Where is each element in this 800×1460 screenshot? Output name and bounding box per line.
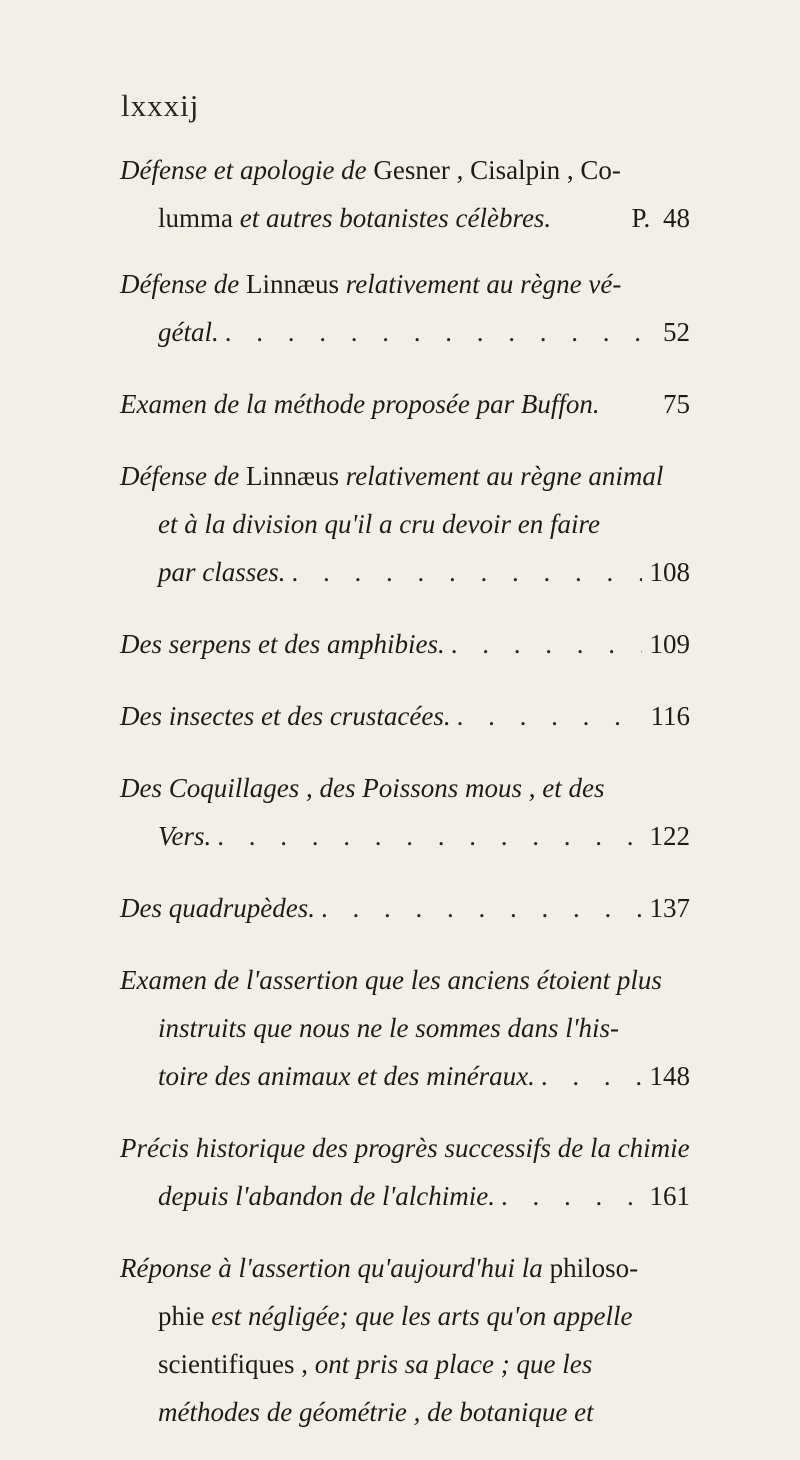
entry-text: que les arts qu'on appelle [355, 1301, 633, 1331]
leader-dots [451, 620, 642, 668]
entry-text-roman: scientifiques , [158, 1349, 308, 1379]
leader-dots [457, 692, 643, 740]
toc-line [120, 260, 690, 308]
entry-text: et à la division qu'il a cru devoir en faire [158, 509, 600, 539]
page-number: 48 [663, 203, 690, 233]
page-number: 148 [649, 1061, 690, 1091]
entry-text: Des insectes et des crustacées. [120, 701, 451, 731]
entry-text: Des Coquillages , des Poissons mous , et des [120, 773, 605, 803]
leader-dots [292, 548, 642, 596]
toc-entry [120, 380, 690, 428]
entry-text: que les [516, 1349, 593, 1379]
entry-names: Linnæus [245, 461, 339, 491]
entry-text: Réponse à l'assertion qu'aujourd'hui la [120, 1253, 543, 1283]
toc-entry [120, 620, 690, 668]
page-folio: lxxxij [121, 88, 200, 123]
leader-dots [217, 812, 641, 860]
entry-text: et autres botanistes célèbres. [239, 203, 552, 233]
page-number: 137 [649, 893, 690, 923]
toc-entry [120, 1124, 690, 1220]
toc-line [120, 1292, 690, 1340]
entry-text: Examen de l'assertion que les anciens étoient plus [120, 965, 662, 995]
toc-line [120, 812, 690, 860]
toc-line [120, 1340, 690, 1388]
entry-text: Des serpens et des amphibies. [120, 629, 445, 659]
toc-line [120, 884, 690, 932]
toc-line [120, 500, 690, 548]
page-number: 52 [663, 317, 690, 347]
toc-line [120, 1124, 690, 1172]
toc-entry [120, 1244, 690, 1436]
toc-line [120, 380, 690, 428]
entry-text: est négligée; [211, 1301, 349, 1331]
toc-line [120, 1004, 690, 1052]
leader-dots [321, 884, 642, 932]
toc-line [120, 1244, 690, 1292]
toc-line [120, 548, 690, 596]
entry-text: Défense de [120, 269, 240, 299]
toc-line [120, 620, 690, 668]
entry-text-roman: philoso- [549, 1253, 639, 1283]
entry-text: depuis l'abandon de l'alchimie. [158, 1181, 495, 1211]
entry-text: relativement au règne animal [345, 461, 664, 491]
toc-line [120, 692, 690, 740]
toc-line [120, 146, 690, 194]
entry-text: Défense de [120, 461, 240, 491]
entry-text: Précis historique des progrès successifs de la chimie [120, 1133, 690, 1163]
page-number: 109 [649, 629, 690, 659]
toc-line [120, 1388, 690, 1436]
toc-entry [120, 692, 690, 740]
entry-text: Des quadrupèdes. [120, 893, 315, 923]
toc-entry [120, 764, 690, 860]
entry-names: Gesner , Cisalpin , Co- [373, 155, 621, 185]
toc-entry [120, 260, 690, 356]
toc-line [120, 1172, 690, 1220]
entry-text: Vers. [158, 821, 212, 851]
page-number: 116 [650, 701, 690, 731]
leader-dots [225, 308, 655, 356]
toc-entry [120, 956, 690, 1100]
leader-dots [541, 1052, 642, 1100]
toc-line [120, 956, 690, 1004]
page-prefix: P. [631, 203, 651, 233]
toc-line [120, 452, 690, 500]
entry-text-roman: phie [158, 1301, 205, 1331]
leader-dots [501, 1172, 642, 1220]
entry-names: lumma [158, 203, 233, 233]
toc-entry [120, 884, 690, 932]
entry-text: instruits que nous ne le sommes dans l'his- [158, 1013, 620, 1043]
entry-text: toire des animaux et des minéraux. [158, 1061, 535, 1091]
entry-text: gétal. [158, 317, 219, 347]
page-number: 122 [649, 821, 690, 851]
entry-text: relativement au règne vé- [345, 269, 622, 299]
toc-line [120, 308, 690, 356]
toc-line [120, 194, 690, 242]
toc-entry [120, 146, 690, 242]
entry-text: méthodes de géométrie , de botanique et [158, 1397, 594, 1427]
table-of-contents [120, 146, 690, 1460]
entry-text: ont pris sa place ; [314, 1349, 510, 1379]
page-number: 161 [649, 1181, 690, 1211]
page-number: 75 [663, 389, 690, 419]
page-number: 108 [649, 557, 690, 587]
toc-line [120, 764, 690, 812]
entry-text: par classes. [158, 557, 286, 587]
toc-line [120, 1052, 690, 1100]
entry-text: Examen de la méthode proposée par Buffon. [120, 389, 600, 419]
entry-names: Linnæus [245, 269, 339, 299]
toc-entry [120, 452, 690, 596]
entry-text: Défense et apologie de [120, 155, 367, 185]
